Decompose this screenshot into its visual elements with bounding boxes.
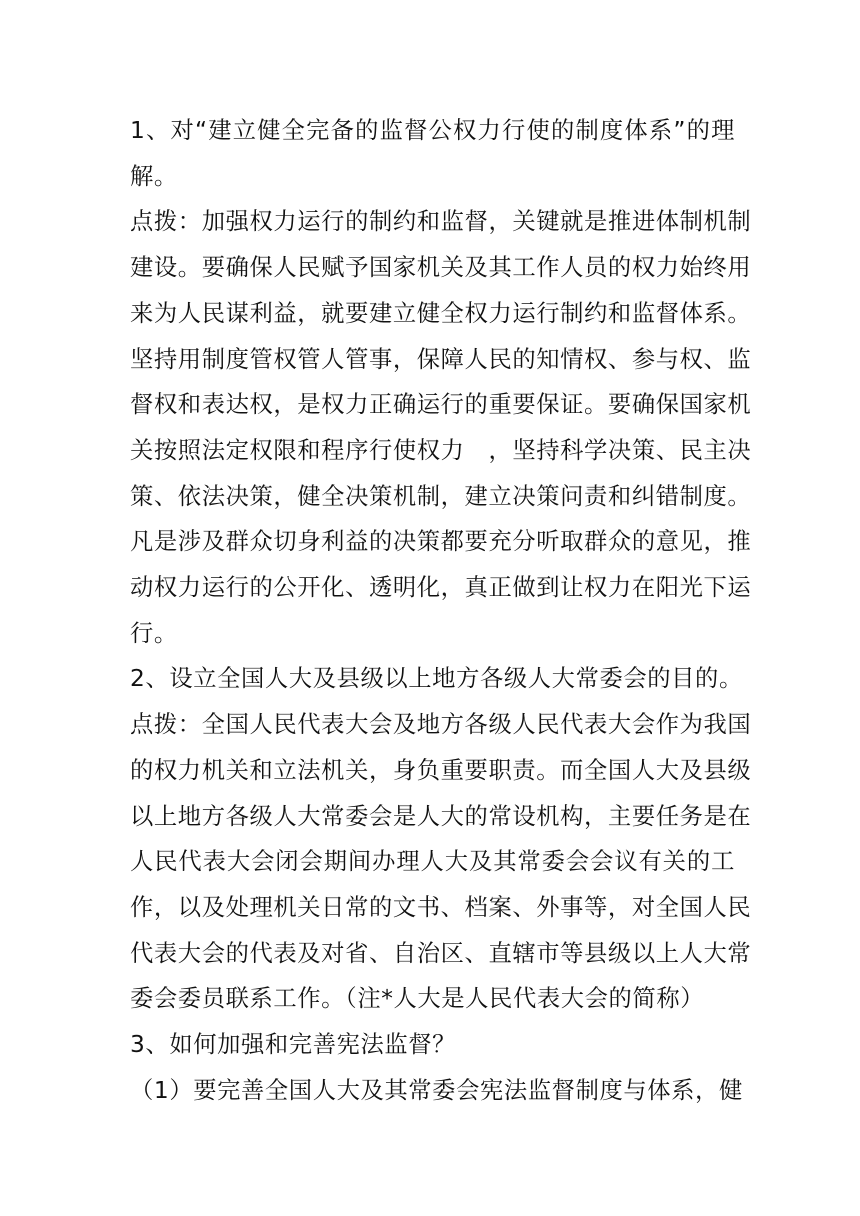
answer-1-line-10: 行。 [130, 619, 178, 647]
answer-2-line-6: 代表大会的代表及对省、自治区、直辖市等县级以上人大常 [130, 939, 752, 967]
question-1-title-line-1: 1、对“建立健全完备的监督公权力行使的制度体系”的理 [130, 117, 735, 144]
answer-1-line-1: 点拨：加强权力运行的制约和监督，关键就是推进体制机制 [130, 208, 752, 236]
answer-2-line-1: 点拨：全国人民代表大会及地方各级人民代表大会作为我国 [130, 711, 752, 739]
answer-1-line-6: 关按照法定权限和程序行使权力 ，坚持科学决策、民主决 [130, 436, 752, 464]
document-body [130, 108, 752, 1113]
answer-2-line-5: 作，以及处理机关日常的文书、档案、外事等，对全国人民 [130, 893, 752, 921]
answer-1-line-2: 建设。要确保人民赋予国家机关及其工作人员的权力始终用 [130, 254, 752, 282]
answer-3-line-1: （1）要完善全国人大及其常委会宪法监督制度与体系，健 [130, 1076, 743, 1104]
question-3-title: 3、如何加强和完善宪法监督？ [130, 1031, 457, 1059]
answer-1-line-7: 策、依法决策，健全决策机制，建立决策问责和纠错制度。 [130, 482, 752, 510]
answer-2-line-4: 人民代表大会闭会期间办理人大及其常委会会议有关的工 [130, 848, 735, 876]
answer-2-line-3: 以上地方各级人大常委会是人大的常设机构，主要任务是在 [130, 802, 752, 830]
question-1-title-line-2: 解。 [130, 162, 178, 190]
answer-2-line-2: 的权力机关和立法机关，身负重要职责。而全国人大及县级 [130, 756, 752, 784]
answer-1-line-3: 来为人民谋利益，就要建立健全权力运行制约和监督体系。 [130, 299, 752, 327]
answer-1-line-9: 动权力运行的公开化、透明化，真正做到让权力在阳光下运 [130, 574, 752, 602]
answer-1-line-8: 凡是涉及群众切身利益的决策都要充分听取群众的意见，推 [130, 528, 752, 556]
answer-1-line-5: 督权和表达权，是权力正确运行的重要保证。要确保国家机 [130, 391, 752, 419]
question-2-title: 2、设立全国人大及县级以上地方各级人大常委会的目的。 [130, 665, 743, 693]
answer-1-line-4: 坚持用制度管权管人管事，保障人民的知情权、参与权、监 [130, 345, 752, 373]
answer-2-line-7: 委会委员联系工作。（注*人大是人民代表大会的简称） [130, 985, 705, 1013]
